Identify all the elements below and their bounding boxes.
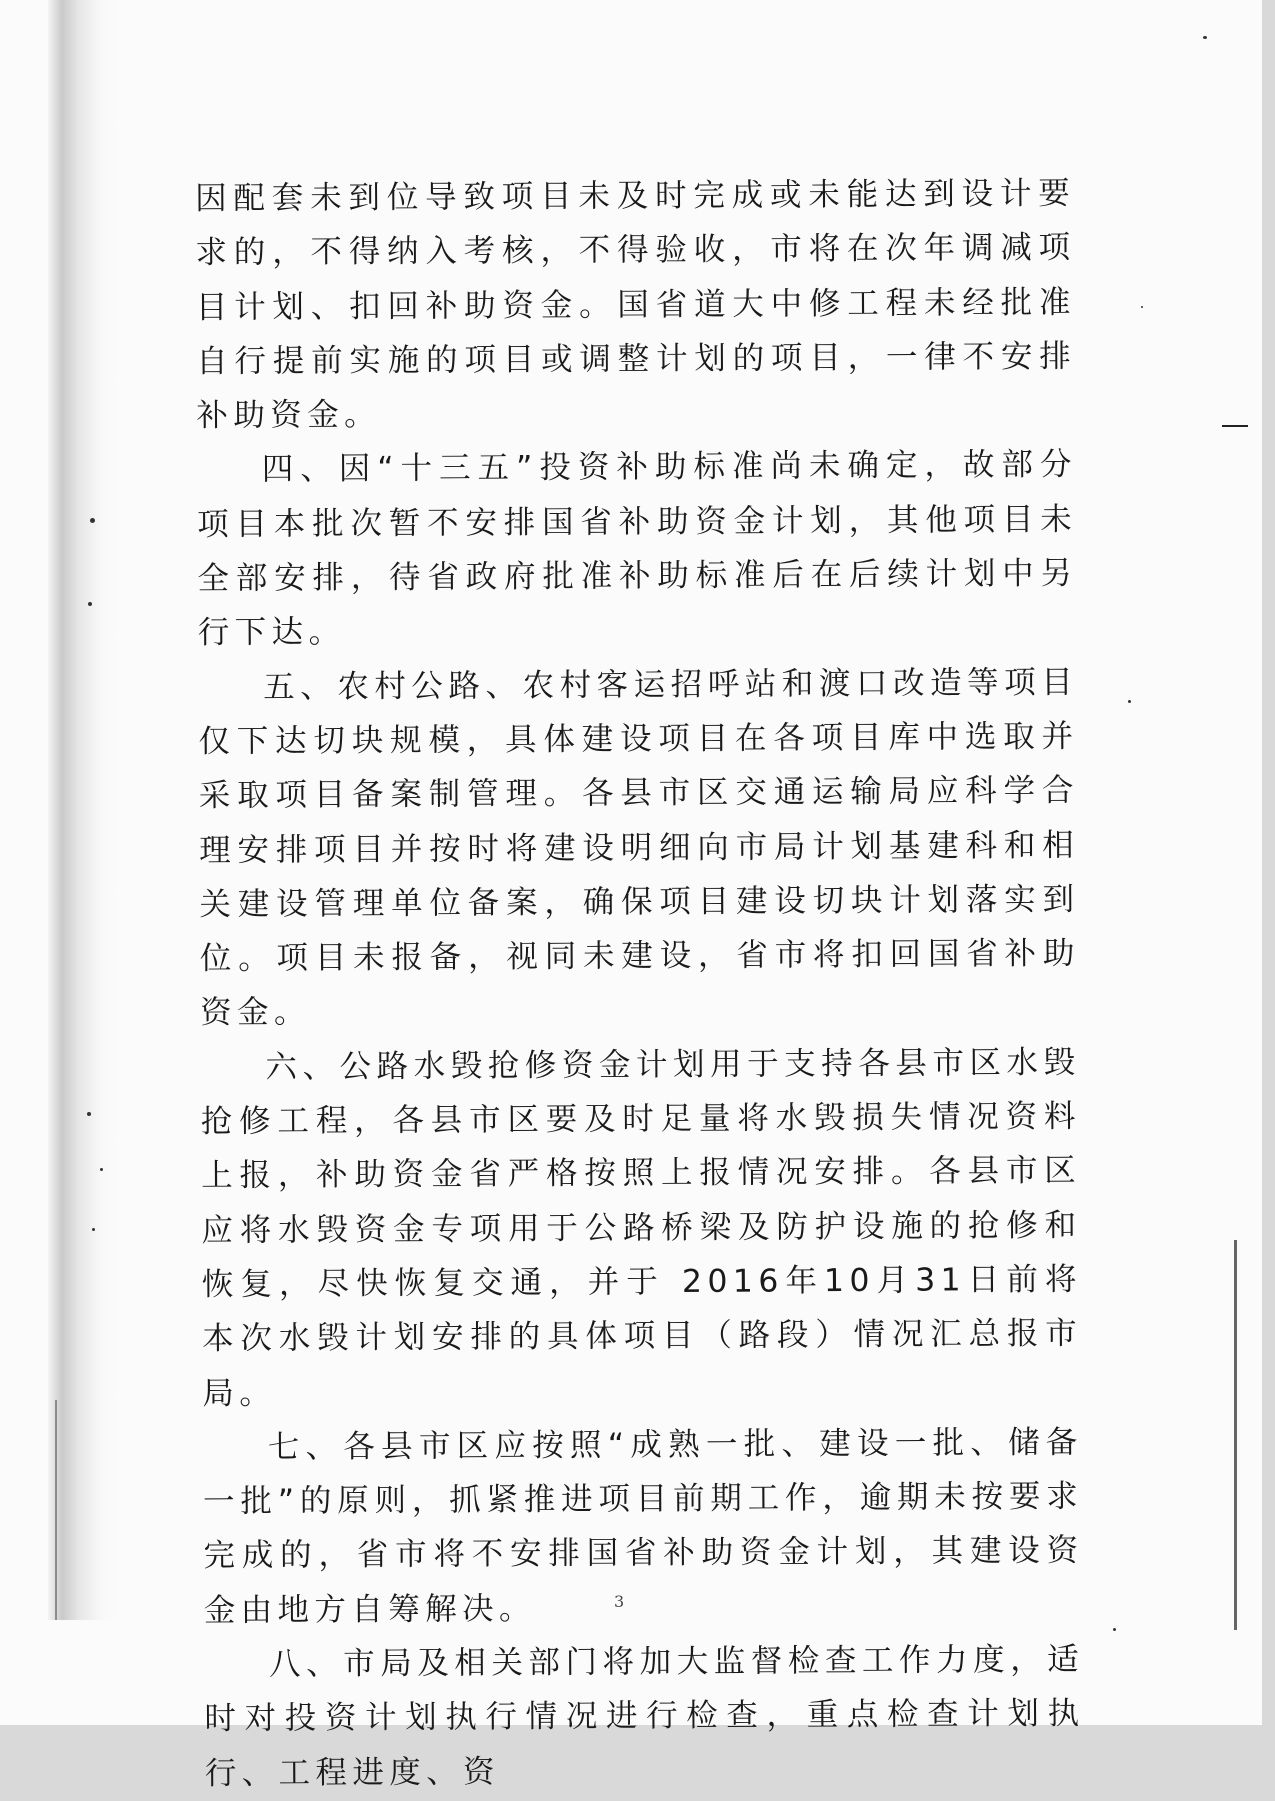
- paragraph-continuation: 因配套未到位导致项目未及时完成或未能达到设计要求的，不得纳入考核，不得验收，市将在次年调减项目计划、扣回补助资金。国省道大中修工程未经批准自行提前实施的项目或调整计划的项目，一律不安排补助资金。: [195, 175, 1077, 435]
- scan-speck: [88, 602, 92, 606]
- scan-speck: [1203, 36, 1207, 39]
- scan-mark-right: [1222, 425, 1248, 427]
- paragraph-item-8: 八、市局及相关部门将加大监督检查工作力度，适时对投资计划执行情况进行检查，重点检查计划执行、工程进度、资: [204, 1641, 1085, 1792]
- scan-speck: [92, 1228, 95, 1231]
- scan-speck: [1113, 1628, 1116, 1631]
- scan-edge-line-right: [1234, 1240, 1237, 1630]
- paragraph-item-7: 七、各县市区应按照“成熟一批、建设一批、储备一批”的原则，抓紧推进项目前期工作，逾期未按要求完成的，省市将不安排国省补助资金计划，其建设资金由地方自筹解决。: [203, 1424, 1084, 1629]
- paragraph-item-4: 四、因“十三五”投资补助标准尚未确定，故部分项目本批次暂不安排国省补助资金计划，其他项目未全部安排，待省政府批准补助标准后在后续计划中另行下达。: [197, 447, 1078, 652]
- scan-shadow-left: [48, 0, 118, 1620]
- scan-speck: [100, 1168, 103, 1171]
- scan-speck: [90, 518, 95, 523]
- scan-speck: [1128, 700, 1131, 703]
- scan-edge-line-left: [55, 1400, 57, 1620]
- paragraph-item-6: 六、公路水毁抢修资金计划用于支持各县市区水毁抢修工程，各县市区要及时足量将水毁损失情况资料上报，补助资金省严格按照上报情况安排。各县市区应将水毁资金专项用于公路桥梁及防护设施的抢修和恢复，尽快恢复交通，并于 2016年10月31日前将本次水毁计划安排的具体项目（路段）情况汇总报市局。: [200, 1044, 1083, 1412]
- page-number: 3: [614, 1592, 625, 1611]
- document-body: [195, 167, 1085, 1801]
- scan-speck: [87, 1112, 91, 1116]
- scan-speck: [1141, 306, 1143, 308]
- paragraph-item-5: 五、农村公路、农村客运招呼站和渡口改造等项目仅下达切块规模，具体建设项目在各项目库中选取并采取项目备案制管理。各县市区交通运输局应科学合理安排项目并按时将建设明细向市局计划基建科和相关建设管理单位备案，确保项目建设切块计划落实到位。项目未报备，视同未建设，省市将扣回国省补助资金。: [198, 664, 1080, 1032]
